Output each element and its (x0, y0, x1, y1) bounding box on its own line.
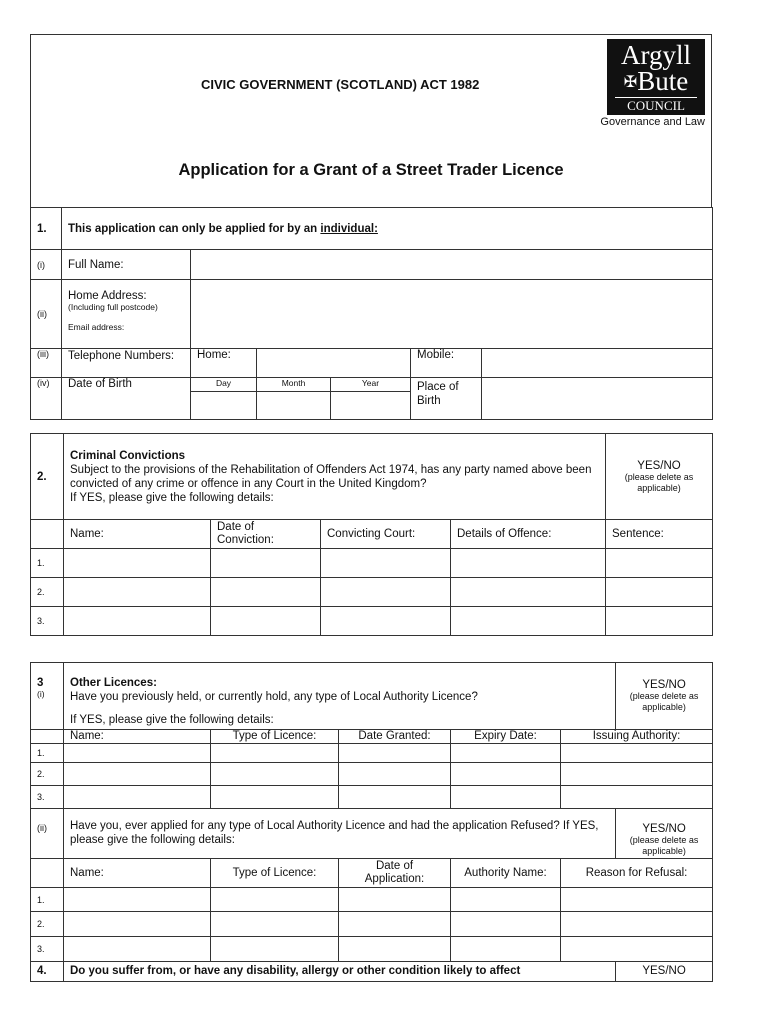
table-row: 2. (31, 912, 713, 937)
mobile-field[interactable] (482, 349, 713, 378)
table-row: 2. (31, 578, 713, 607)
dob-label: Date of Birth (62, 378, 191, 420)
col-name: Name: (64, 730, 211, 744)
full-name-label: Full Name: (62, 250, 191, 280)
section3-text: Other Licences: Have you previously held, or currently hold, any type of Local Authority Licence? If YES, please give the following details: (64, 663, 616, 730)
table-row: 3. (31, 786, 713, 809)
logo-line-council: COUNCIL (615, 97, 697, 114)
col-expiry-date: Expiry Date: (451, 730, 561, 744)
section1-heading: This application can only be applied for by an individual: (62, 208, 713, 250)
table-row: 3. (31, 937, 713, 962)
col-name: Name: (64, 520, 211, 549)
home-address-field[interactable] (191, 280, 713, 349)
section3-number: 3 (i) (31, 663, 64, 730)
section2-yesno[interactable]: YES/NO (please delete as applicable) (606, 434, 713, 520)
section3-ii-yesno[interactable]: YES/NO (please delete as applicable) (616, 809, 713, 859)
table-row: 1. (31, 549, 713, 578)
col-type-of-licence: Type of Licence: (211, 859, 339, 888)
section3-table (30, 662, 713, 982)
act-title: CIVIC GOVERNMENT (SCOTLAND) ACT 1982 (201, 77, 480, 92)
section1-table (30, 207, 713, 420)
home-phone-field[interactable] (257, 349, 411, 378)
col-date-granted: Date Granted: (339, 730, 451, 744)
col-date-of-application: Date of Application: (339, 859, 451, 888)
section4-text: Do you suffer from, or have any disability, allergy or other condition likely to affect (64, 962, 616, 982)
col-authority-name: Authority Name: (451, 859, 561, 888)
home-address-label: Home Address: (Including full postcode) Email address: (62, 280, 191, 349)
col-issuing-authority: Issuing Authority: (561, 730, 713, 744)
section3-ii-num: (ii) (31, 809, 64, 859)
section3-yesno[interactable]: YES/NO (please delete as applicable) (616, 663, 713, 730)
department-label: Governance and Law (600, 116, 705, 128)
council-logo (607, 39, 705, 115)
table-row: 2. (31, 763, 713, 786)
section3-ii-header-row (31, 859, 713, 888)
table-row: 1. (31, 744, 713, 763)
section2-number: 2. (31, 434, 64, 520)
section2-table (30, 433, 713, 636)
place-of-birth-label: Place of Birth (411, 378, 482, 420)
section1-number: 1. (31, 208, 62, 250)
row-iii-num: (iii) (31, 349, 62, 378)
logo-cross-icon: ✠ (623, 74, 638, 91)
section3-ii-text: Have you, ever applied for any type of Local Authority Licence and had the application Refused? If YES, please give the following details: (64, 809, 616, 859)
section4-number: 4. (31, 962, 64, 982)
section2-text: Criminal Convictions Subject to the provisions of the Rehabilitation of Offenders Act 1974, has any party named above been convicted of any crime or offence in any Court in the United Kingdom? If YES, please give the following details: (64, 434, 606, 520)
home-phone-label: Home: (191, 349, 257, 378)
col-sentence: Sentence: (606, 520, 713, 549)
col-reason-for-refusal: Reason for Refusal: (561, 859, 713, 888)
dob-day[interactable]: Day (191, 378, 257, 420)
dob-month[interactable]: Month (257, 378, 331, 420)
section2-header-row (31, 520, 713, 549)
section4-yesno[interactable]: YES/NO (616, 962, 713, 982)
col-type-of-licence: Type of Licence: (211, 730, 339, 744)
section3-header-row (31, 730, 713, 744)
logo-line-argyll: Argyll (620, 40, 691, 70)
col-details-of-offence: Details of Offence: (451, 520, 606, 549)
logo-line-bute: ✠Bute (623, 66, 689, 96)
mobile-label: Mobile: (411, 349, 482, 378)
col-date-of-conviction: Date of Conviction: (211, 520, 321, 549)
header-box (30, 34, 712, 208)
col-convicting-court: Convicting Court: (321, 520, 451, 549)
place-of-birth-field[interactable] (482, 378, 713, 420)
table-row: 1. (31, 888, 713, 912)
row-i-num: (i) (31, 250, 62, 280)
row-ii-num: (ii) (31, 280, 62, 349)
col-name: Name: (64, 859, 211, 888)
full-name-field[interactable] (191, 250, 713, 280)
table-row: 3. (31, 607, 713, 636)
form-title: Application for a Grant of a Street Trader Licence (178, 161, 564, 179)
row-iv-num: (iv) (31, 378, 62, 420)
telephone-label: Telephone Numbers: (62, 349, 191, 378)
dob-year[interactable]: Year (331, 378, 411, 420)
